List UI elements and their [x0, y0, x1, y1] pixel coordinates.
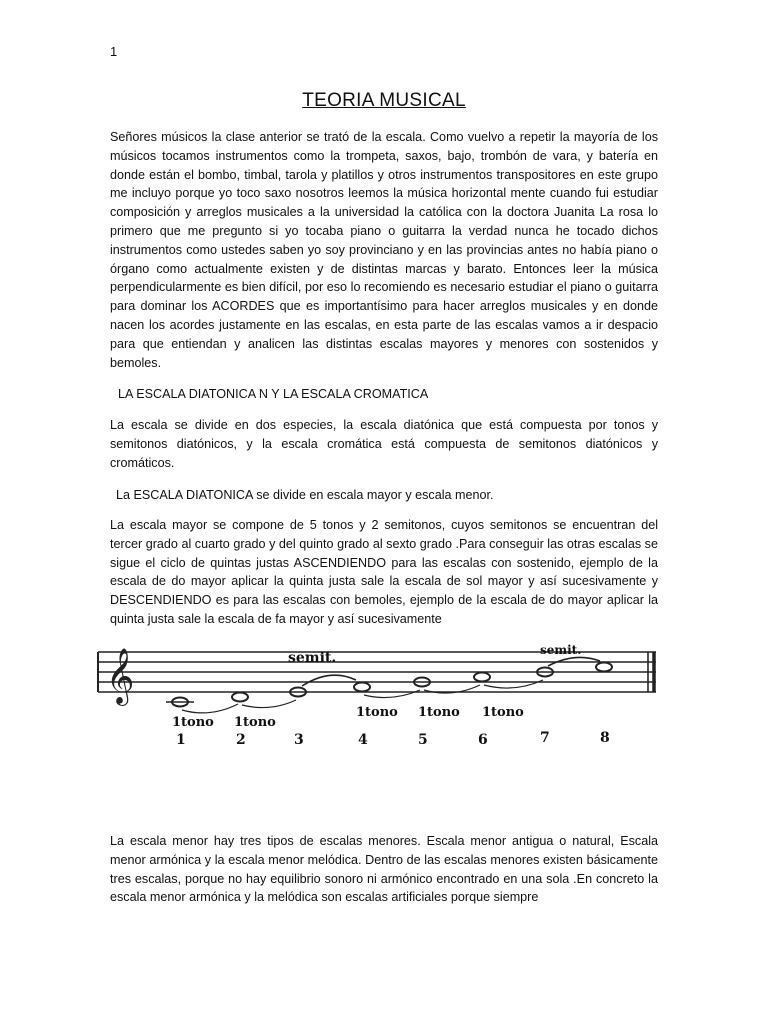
note-do-octave: [596, 663, 612, 672]
tono-label: 1tono: [418, 705, 460, 720]
semit-label-1: semit.: [288, 650, 337, 666]
note-fa: [354, 683, 370, 692]
page-number: 1: [110, 44, 118, 59]
staff-notation-graphic: [90, 640, 670, 752]
degree-number: 3: [294, 732, 304, 748]
semitone-slur-1: [302, 675, 356, 686]
treble-clef-icon: 𝄞: [106, 648, 135, 704]
section-heading-diatonic-chromatic: LA ESCALA DIATONICA N Y LA ESCALA CROMATICA: [118, 387, 429, 401]
degree-number: 4: [358, 732, 368, 748]
major-scale-paragraph: La escala mayor se compone de 5 tonos y 2 semitonos, cuyos semitonos se encuentran del tercer grado al cuarto grado y del quinto grado al sexto grado .Para conseguir las otras escalas se sigue el ciclo de quintas justas ASCENDIENDO para las escalas con sostenido, ejemplo de la escala de do mayor aplicar la quinta justa sale la escala de sol mayor y así sucesivamente y DESCENDIENDO es para las escalas con bemoles, ejemplo de la escala de do mayor aplicar la quinta justa sale la escala de fa mayor y así sucesivamente: [110, 518, 658, 626]
diatonic-division-line: La ESCALA DIATONICA se divide en escala mayor y escala menor.: [116, 488, 494, 502]
note-re: [232, 693, 248, 702]
page-title: TEORIA MUSICAL: [302, 90, 466, 111]
note-la: [474, 673, 490, 682]
tono-label: 1tono: [356, 705, 398, 720]
minor-scale-paragraph: La escala menor hay tres tipos de escalas menores. Escala menor antigua o natural, Escala menor armónica y la escala menor melódica. Dentro de las escalas menores existen básicamente tres escalas, porque no hay equilibrio sonoro ni armónico encontrado en una sola .En concreto la escala menor armónica y la melódica son escalas artificiales porque siempre: [110, 834, 658, 905]
degree-number: 7: [540, 730, 550, 746]
degree-number: 5: [418, 732, 428, 748]
degree-number: 2: [236, 732, 246, 748]
semit-label-2: semit.: [540, 643, 582, 657]
c-major-scale-figure: [90, 640, 670, 752]
degree-number: 8: [600, 730, 610, 746]
degree-numbers: [176, 730, 610, 748]
degree-number: 1: [176, 732, 186, 748]
tono-label: 1tono: [482, 705, 524, 720]
tono-label: 1tono: [234, 715, 276, 730]
intro-paragraph: Señores músicos la clase anterior se trató de la escala. Como vuelvo a repetir la mayoría de los músicos tocamos instrumentos como la trompeta, saxos, bajo, trombón de vara, y batería en donde están el bombo, timbal, tarola y platillos y otros instrumentos transpositores en este grupo me incluyo porque yo toco saxo nosotros leemos la música horizontal mente cuando fui estudiar composición y arreglos musicales a la universidad la católica con la doctora Juanita La rosa lo primero que me pregunto si yo tocaba piano o guitarra la verdad nunca he tocado dichos instrumentos como ustedes saben yo soy provinciano y en las provincias antes no había piano o órgano como actualmente existen y de distintas marcas y barato. Entonces leer la música perpendicularmente es bien difícil, por eso lo recomiendo es necesario estudiar el piano o guitarra para dominar los ACORDES que es importantísimo para hacer arreglos musicales y en donde nacen los acordes justamente en las escalas, en esta parte de las escalas vamos a ir despacio para que entiendan y analicen las distintas escalas mayores y menores con sostenidos y bemoles.: [110, 130, 658, 370]
degree-number: 6: [478, 732, 488, 748]
scale-species-paragraph: La escala se divide en dos especies, la escala diatónica que está compuesta por tonos y semitonos diatónicos, y la escala cromática está compuesta de semitonos diatónicos y cromáticos.: [110, 418, 658, 470]
tono-label: 1tono: [172, 715, 214, 730]
